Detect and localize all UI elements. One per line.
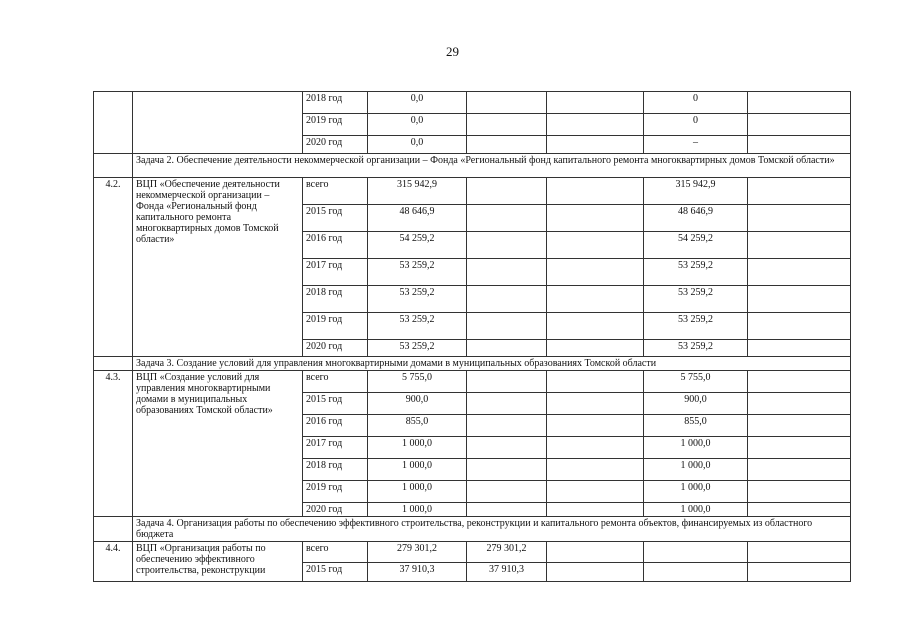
task-title: Задача 4. Организация работы по обеспечению эффективного строительства, реконструкции и капитального ремонта объектов, финансируемых из областного бюджета [133, 517, 851, 542]
col-f-cell [547, 259, 644, 286]
amount-cell: 0,0 [368, 136, 467, 154]
year-cell: всего [303, 542, 368, 563]
col-g-cell: – [644, 136, 748, 154]
year-cell: 2020 год [303, 136, 368, 154]
col-e-cell [467, 313, 547, 340]
col-g-cell: 900,0 [644, 393, 748, 415]
table-row [94, 178, 851, 205]
amount-cell: 855,0 [368, 415, 467, 437]
task-title: Задача 2. Обеспечение деятельности некоммерческой организации – Фонда «Региональный фонд капитального ремонта многоквартирных домов Томской области» [133, 154, 851, 178]
col-f-cell [547, 286, 644, 313]
year-cell: 2019 год [303, 313, 368, 340]
col-h-cell [748, 114, 851, 136]
year-cell: 2018 год [303, 92, 368, 114]
col-g-cell: 53 259,2 [644, 286, 748, 313]
col-h-cell [748, 92, 851, 114]
amount-cell: 53 259,2 [368, 286, 467, 313]
program-cell: ВЦП «Организация работы по обеспечению эффективного строительства, реконструкции [133, 542, 303, 582]
year-cell: 2016 год [303, 232, 368, 259]
col-g-cell [644, 542, 748, 563]
col-e-cell [467, 437, 547, 459]
col-e-cell [467, 178, 547, 205]
col-f-cell [547, 92, 644, 114]
page-number: 29 [446, 44, 459, 59]
col-h-cell [748, 459, 851, 481]
year-cell: всего [303, 371, 368, 393]
year-cell: 2017 год [303, 437, 368, 459]
col-g-cell: 48 646,9 [644, 205, 748, 232]
col-f-cell [547, 232, 644, 259]
col-e-cell [467, 371, 547, 393]
col-g-cell: 1 000,0 [644, 503, 748, 517]
col-e-cell [467, 340, 547, 357]
col-e-cell [467, 503, 547, 517]
col-h-cell [748, 136, 851, 154]
year-cell: 2016 год [303, 415, 368, 437]
col-h-cell [748, 371, 851, 393]
table-row [94, 371, 851, 393]
col-g-cell: 1 000,0 [644, 437, 748, 459]
col-h-cell [748, 542, 851, 563]
number-cell: 4.3. [94, 371, 133, 517]
col-g-cell: 53 259,2 [644, 313, 748, 340]
task-title: Задача 3. Создание условий для управления многоквартирными домами в муниципальных образованиях Томской области [133, 357, 851, 371]
table-row [94, 92, 851, 114]
col-h-cell [748, 481, 851, 503]
col-g-cell: 1 000,0 [644, 459, 748, 481]
col-e-cell [467, 114, 547, 136]
amount-cell: 53 259,2 [368, 340, 467, 357]
table-body [94, 92, 851, 582]
col-e-cell [467, 259, 547, 286]
col-h-cell [748, 415, 851, 437]
budget-table [93, 91, 851, 582]
col-e-cell: 37 910,3 [467, 563, 547, 582]
task-row [94, 517, 851, 542]
number-cell: 4.4. [94, 542, 133, 582]
col-f-cell [547, 481, 644, 503]
col-g-cell: 54 259,2 [644, 232, 748, 259]
col-f-cell [547, 178, 644, 205]
col-f-cell [547, 542, 644, 563]
col-f-cell [547, 136, 644, 154]
col-e-cell [467, 92, 547, 114]
task-spacer-cell [94, 154, 133, 178]
col-f-cell [547, 563, 644, 582]
amount-cell: 279 301,2 [368, 542, 467, 563]
program-cell [133, 92, 303, 154]
col-e-cell [467, 415, 547, 437]
col-f-cell [547, 313, 644, 340]
col-g-cell: 53 259,2 [644, 340, 748, 357]
col-h-cell [748, 437, 851, 459]
col-g-cell: 53 259,2 [644, 259, 748, 286]
col-g-cell: 0 [644, 92, 748, 114]
col-f-cell [547, 437, 644, 459]
col-f-cell [547, 393, 644, 415]
col-h-cell [748, 232, 851, 259]
amount-cell: 1 000,0 [368, 481, 467, 503]
amount-cell: 0,0 [368, 92, 467, 114]
task-spacer-cell [94, 517, 133, 542]
amount-cell: 1 000,0 [368, 437, 467, 459]
program-cell: ВЦП «Обеспечение деятельности некоммерческой организации – Фонда «Региональный фонд капитального ремонта многоквартирных домов Томской области» [133, 178, 303, 357]
year-cell: 2015 год [303, 393, 368, 415]
table-row [94, 542, 851, 563]
col-e-cell: 279 301,2 [467, 542, 547, 563]
task-row [94, 357, 851, 371]
col-e-cell [467, 481, 547, 503]
program-cell: ВЦП «Создание условий для управления многоквартирными домами в муниципальных образованиях Томской области» [133, 371, 303, 517]
col-e-cell [467, 205, 547, 232]
number-cell: 4.2. [94, 178, 133, 357]
year-cell: 2015 год [303, 205, 368, 232]
col-h-cell [748, 286, 851, 313]
amount-cell: 48 646,9 [368, 205, 467, 232]
col-h-cell [748, 503, 851, 517]
col-h-cell [748, 393, 851, 415]
col-g-cell: 0 [644, 114, 748, 136]
year-cell: 2017 год [303, 259, 368, 286]
year-cell: всего [303, 178, 368, 205]
col-h-cell [748, 563, 851, 582]
col-g-cell: 855,0 [644, 415, 748, 437]
col-e-cell [467, 459, 547, 481]
amount-cell: 53 259,2 [368, 259, 467, 286]
col-e-cell [467, 136, 547, 154]
year-cell: 2018 год [303, 459, 368, 481]
amount-cell: 0,0 [368, 114, 467, 136]
col-e-cell [467, 393, 547, 415]
amount-cell: 900,0 [368, 393, 467, 415]
col-g-cell: 1 000,0 [644, 481, 748, 503]
col-f-cell [547, 340, 644, 357]
task-spacer-cell [94, 357, 133, 371]
col-e-cell [467, 286, 547, 313]
col-h-cell [748, 313, 851, 340]
year-cell: 2019 год [303, 481, 368, 503]
amount-cell: 1 000,0 [368, 459, 467, 481]
task-row [94, 154, 851, 178]
col-f-cell [547, 503, 644, 517]
year-cell: 2018 год [303, 286, 368, 313]
col-f-cell [547, 371, 644, 393]
year-cell: 2019 год [303, 114, 368, 136]
amount-cell: 1 000,0 [368, 503, 467, 517]
amount-cell: 315 942,9 [368, 178, 467, 205]
col-g-cell [644, 563, 748, 582]
col-h-cell [748, 205, 851, 232]
col-h-cell [748, 340, 851, 357]
year-cell: 2015 год [303, 563, 368, 582]
amount-cell: 53 259,2 [368, 313, 467, 340]
year-cell: 2020 год [303, 503, 368, 517]
col-e-cell [467, 232, 547, 259]
col-g-cell: 5 755,0 [644, 371, 748, 393]
col-f-cell [547, 205, 644, 232]
amount-cell: 54 259,2 [368, 232, 467, 259]
year-cell: 2020 год [303, 340, 368, 357]
col-h-cell [748, 259, 851, 286]
amount-cell: 37 910,3 [368, 563, 467, 582]
col-f-cell [547, 114, 644, 136]
col-f-cell [547, 415, 644, 437]
amount-cell: 5 755,0 [368, 371, 467, 393]
col-g-cell: 315 942,9 [644, 178, 748, 205]
col-f-cell [547, 459, 644, 481]
col-h-cell [748, 178, 851, 205]
number-cell [94, 92, 133, 154]
